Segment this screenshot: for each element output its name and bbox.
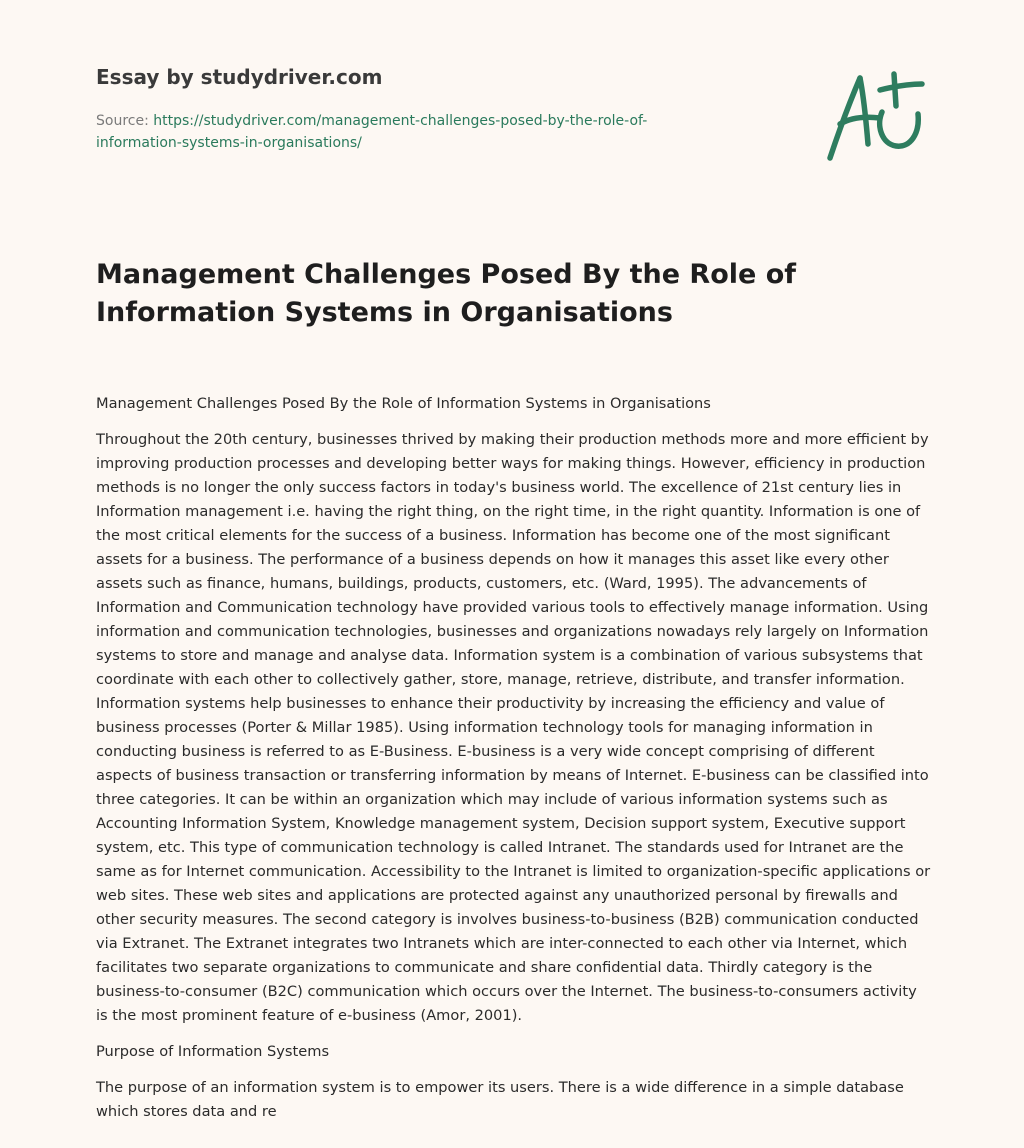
brand-title: Essay by studydriver.com — [96, 65, 383, 89]
essay-title: Management Challenges Posed By the Role of Information Systems in Organisations — [96, 259, 797, 328]
source-label: Source: — [96, 113, 154, 129]
essay-subtitle: Management Challenges Posed By the Role of Information Systems in Organisations — [96, 395, 711, 412]
paragraph: The purpose of an information system is to empower its users. There is a wide difference in a simple database which stores data and re — [96, 1079, 904, 1120]
source-line — [96, 110, 736, 154]
source-link-line-1: https://studydriver.com/management-challenges-posed-by-the-role-of- — [153, 113, 648, 129]
paragraph: Throughout the 20th century, businesses thrived by making their production methods more and more efficient by improving production processes and developing better ways for making things. However, efficiency in production methods is no longer the only success factors in today's business world. The excellence of 21st century lies in Information management i.e. having the right thing, on the right time, in the right quantity. Information is one of the most critical elements for the success of a business. Information has become one of the most significant assets for a business. The performance of a business depends on how it manages this asset like every other assets such as finance, humans, buildings, products, customers, etc. (Ward, 1995). The advancements of Information and Communication technology have provided various tools to effectively manage information. Using information and communication technologies, businesses and organizations nowadays rely largely on Information systems to store and manage and analyse data. Information system is a combination of various subsystems that coordinate with each other to collectively gather, store, manage, retrieve, distribute, and transfer information. Information systems help businesses to enhance their productivity by increasing the efficiency and value of business processes (Porter & Millar 1985). Using information technology tools for managing information in conducting business is referred to as E-Business. E-business is a very wide concept comprising of different aspects of business transaction or transferring information by means of Internet. E-business can be classified into three categories. It can be within an organization which may include of various information systems such as Accounting Information System, Knowledge management system, Decision support system, Executive support system, etc. This type of communication technology is called Intranet. The standards used for Intranet are the same as for Internet communication. Accessibility to the Intranet is limited to organization-specific applications or web sites. These web sites and applications are protected against any unauthorized personal by firewalls and other security measures. The second category is involves business-to-business (B2B) communication conducted via Extranet. The Extranet integrates two Intranets which are inter-connected to each other via Internet, which facilitates two separate organizations to communicate and share confidential data. Thirdly category is the business-to-consumer (B2C) communication which occurs over the Internet. The business-to-consumers activity is the most prominent feature of e-business (Amor, 2001). — [96, 431, 931, 1024]
source-link[interactable] — [96, 113, 647, 151]
source-link-line-2: information-systems-in-organisations/ — [96, 135, 362, 151]
essay-header — [96, 62, 736, 154]
section-heading: Purpose of Information Systems — [96, 1043, 330, 1060]
a-plus-logo-icon — [824, 68, 928, 164]
essay-body — [96, 392, 932, 1136]
